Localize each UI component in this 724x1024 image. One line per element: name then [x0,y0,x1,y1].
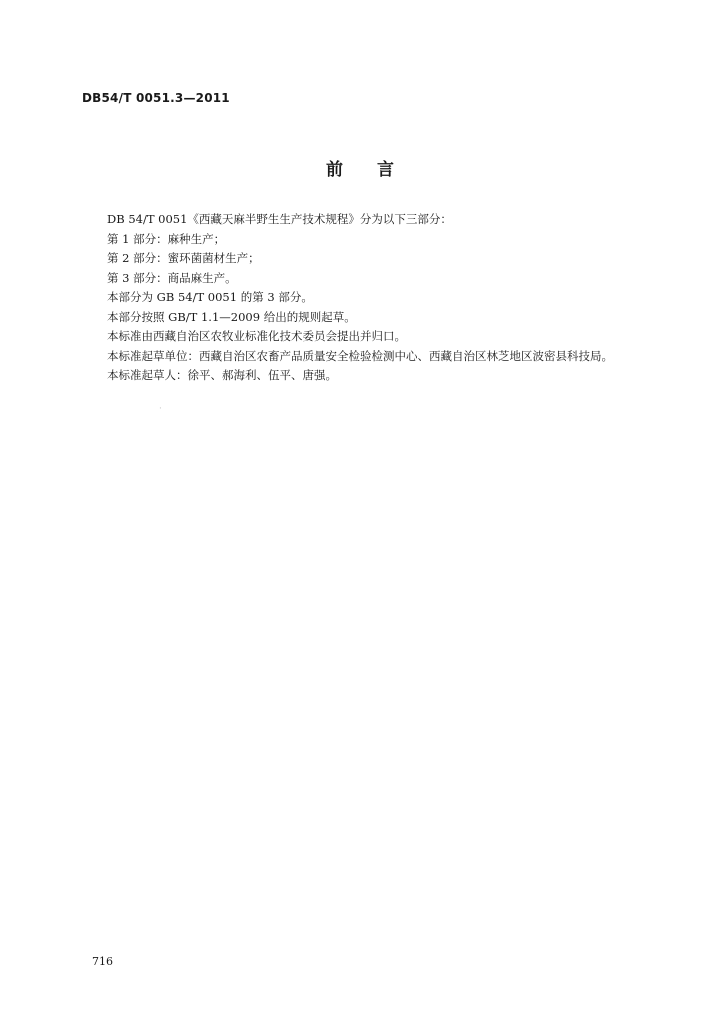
page-title: 前言 [326,160,428,180]
body-line: 本标准起草单位：西藏自治区农畜产品质量安全检验检测中心、西藏自治区林芝地区波密县科技局。 [107,348,613,363]
body-line: DB 54/T 0051《西藏天麻半野生生产技术规程》分为以下三部分： [107,212,452,226]
body-line: 本部分按照 GB/T 1.1—2009 给出的规则起草。 [107,309,356,324]
page-number: 716 [92,955,113,968]
body-line: 本部分为 GB 54/T 0051 的第 3 部分。 [107,290,313,304]
body-line: 本标准起草人：徐平、郝海利、伍平、唐强。 [107,368,337,382]
foreword-body [107,210,707,386]
body-line: 第 3 部分：商品麻生产。 [107,270,237,285]
scan-speck: · [159,404,162,414]
body-line: 本标准由西藏自治区农牧业标准化技术委员会提出并归口。 [107,329,406,343]
standard-code: DB54/T 0051.3—2011 [82,91,230,105]
body-line: 第 1 部分：麻种生产； [107,231,226,246]
body-line: 第 2 部分：蜜环菌菌材生产； [107,251,260,265]
